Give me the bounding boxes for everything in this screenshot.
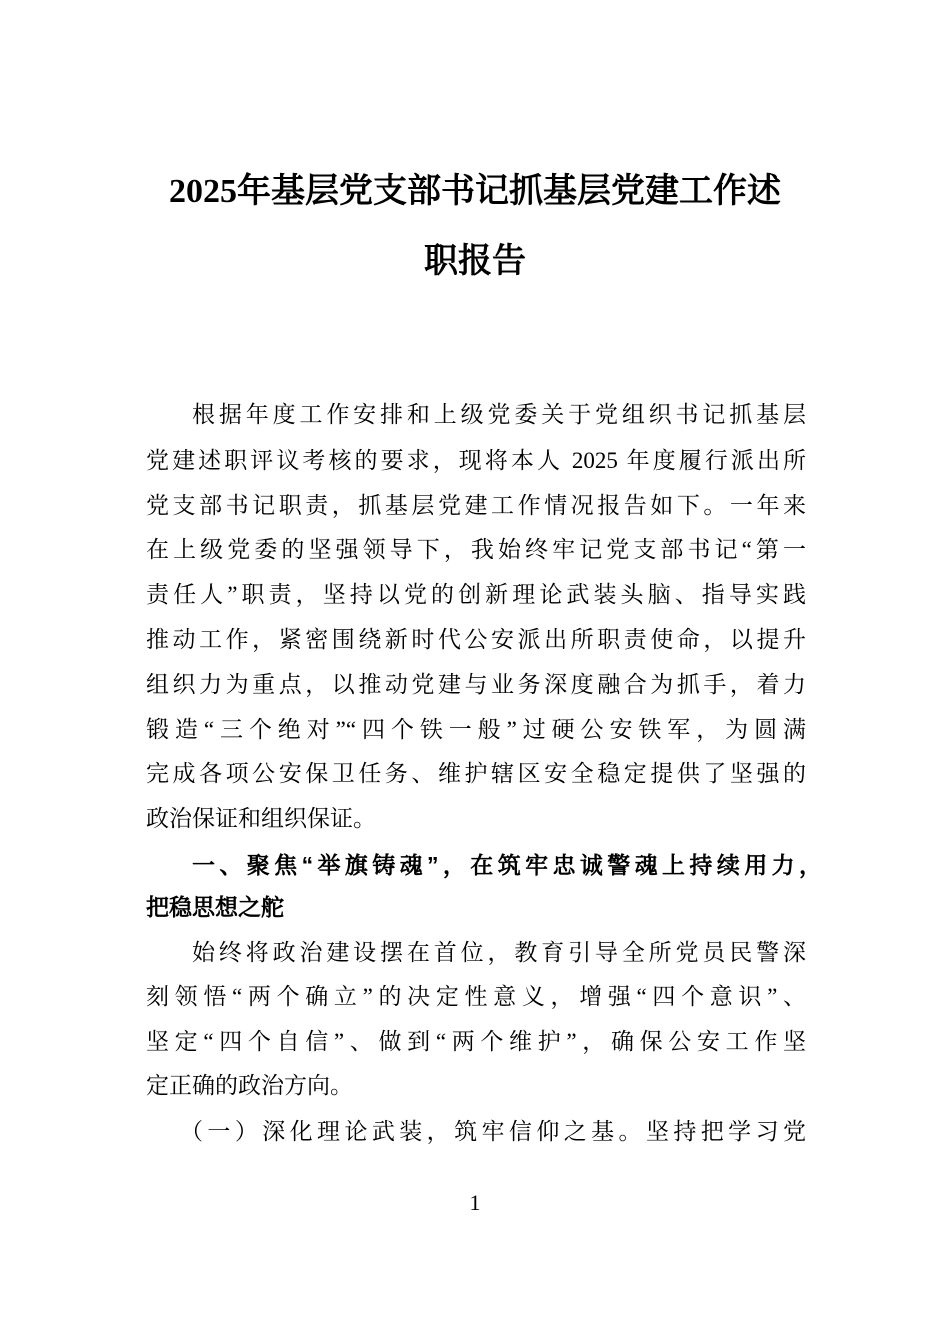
intro-line: 在上级党委的坚强领导下，我始终牢记党支部书记“第一 — [146, 537, 806, 562]
intro-line: 党支部书记职责，抓基层党建工作情况报告如下。一年来 — [146, 493, 806, 518]
section-body-line: 坚定“四个自信”、做到“两个维护”，确保公安工作坚 — [146, 1029, 806, 1054]
intro-line: 政治保证和组织保证。 — [146, 806, 376, 831]
section-body-line: 始终将政治建设摆在首位，教育引导全所党员民警深 — [192, 940, 806, 965]
intro-line: 完成各项公安保卫任务、维护辖区安全稳定提供了坚强的 — [146, 761, 806, 786]
intro-line: 责任人”职责，坚持以党的创新理论武装头脑、指导实践 — [146, 582, 806, 607]
page-number: 1 — [469, 1190, 481, 1215]
subsection-line: （一）深化理论武装，筑牢信仰之基。坚持把学习党 — [180, 1119, 806, 1144]
intro-line: 党建述职评议考核的要求，现将本人 2025 年度履行派出所 — [146, 448, 806, 473]
document-title-line-1: 2025年基层党支部书记抓基层党建工作述 — [169, 173, 781, 210]
section-body-line: 刻领悟“两个确立”的决定性意义，增强“四个意识”、 — [146, 984, 806, 1009]
intro-line: 锻造“三个绝对”“四个铁一般”过硬公安铁军，为圆满 — [146, 717, 806, 742]
section-heading-line: 一、聚焦“举旗铸魂”，在筑牢忠诚警魂上持续用力， — [192, 852, 822, 878]
section-heading-line: 把稳思想之舵 — [146, 894, 284, 920]
intro-line: 根据年度工作安排和上级党委关于党组织书记抓基层 — [192, 402, 806, 427]
section-body-line: 定正确的政治方向。 — [146, 1073, 353, 1098]
intro-line: 推动工作，紧密围绕新时代公安派出所职责使命，以提升 — [146, 627, 806, 652]
intro-line: 组织力为重点，以推动党建与业务深度融合为抓手，着力 — [146, 672, 806, 697]
document-title-line-2: 职报告 — [424, 243, 526, 280]
